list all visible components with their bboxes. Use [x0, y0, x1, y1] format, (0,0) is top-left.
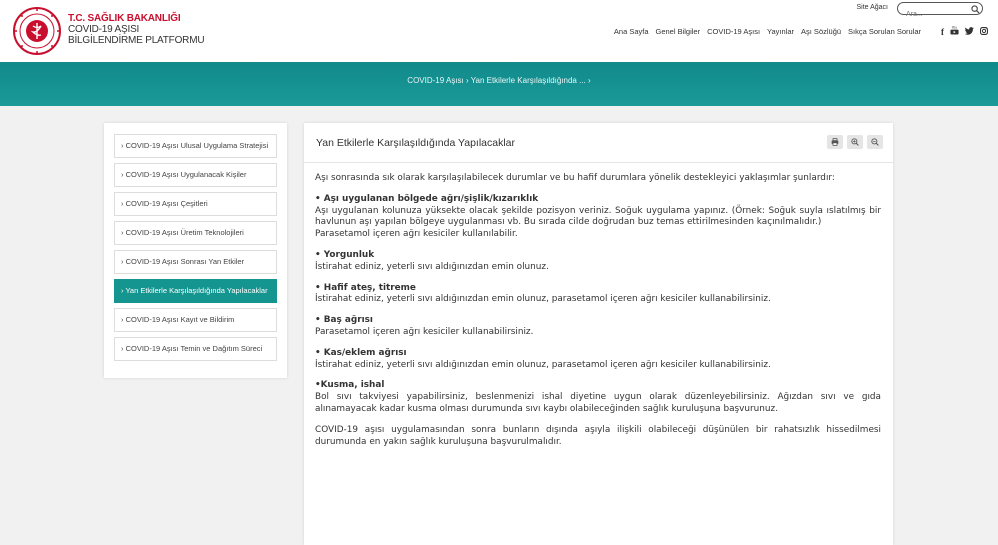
sidebar-item-what-to-do[interactable]: › Yan Etkilerle Karşılaşıldığında Yapılacaklar — [114, 279, 277, 303]
section-heading: • Yorgunluk — [315, 249, 375, 260]
breadcrumb-current[interactable]: Yan Etkilerle Karşılaşıldığında ... — [470, 76, 586, 85]
brand-ministry: T.C. SAĞLIK BAKANLIĞI — [68, 13, 181, 24]
sidebar-item-side-effects[interactable]: › COVID-19 Aşısı Sonrası Yan Etkiler — [114, 250, 277, 274]
intro-paragraph — [315, 173, 881, 185]
search-box — [897, 2, 983, 15]
section-fatigue — [315, 250, 881, 274]
nav-publications[interactable]: Yayınlar — [767, 27, 795, 36]
page-banner — [0, 62, 998, 106]
youtube-icon[interactable] — [950, 26, 959, 37]
nav-home[interactable]: Ana Sayfa — [613, 27, 649, 36]
main-content — [304, 123, 893, 545]
zoom-in-icon — [851, 138, 859, 146]
sidebar-menu — [104, 123, 287, 378]
section-text: Aşı uygulanan kolunuza yüksekte olacak şekilde pozisyon veriniz. Soğuk uygulama yapınız. (Örnek: Soğuk suyla ıslatılmış bir havlunun aşı yapılan bölgeye uygulanması vb. Bu sırada cilde doğrudan buz temas ettirilmesinden kaçınılmalıdır.) — [315, 205, 881, 228]
nav-glossary[interactable]: Aşı Sözlüğü — [801, 27, 842, 36]
closing-text: COVID-19 aşısı uygulamasından sonra bunların dışında aşıyla ilişkili olabileceği düşünülen bir rahatsızlık hissedilmesi durumunda en yakın sağlık kuruluşuna başvurulmalıdır. — [315, 424, 881, 447]
zoom-out-button[interactable] — [867, 135, 883, 149]
nav-faq[interactable]: Sıkça Sorulan Sorular — [848, 27, 921, 36]
sidebar-item-national-strategy[interactable]: › COVID-19 Aşısı Ulusal Uygulama Stratejisi — [114, 134, 277, 158]
twitter-icon[interactable] — [965, 27, 974, 37]
print-icon — [831, 138, 839, 146]
main-nav — [607, 26, 988, 37]
section-heading: • Hafif ateş, titreme — [315, 282, 416, 293]
breadcrumb-separator: › — [588, 76, 591, 85]
content-tools — [823, 135, 883, 149]
sidebar-item-distribution[interactable]: › COVID-19 Aşısı Temin ve Dağıtım Süreci — [114, 337, 277, 361]
section-text: Parasetamol içeren ağrı kesiciler kullanılabilir. — [315, 229, 518, 240]
breadcrumb-covid-vaccine[interactable]: COVID-19 Aşısı — [407, 76, 464, 85]
article-body — [315, 173, 881, 457]
section-local-reaction — [315, 194, 881, 241]
sidebar-item-production-tech[interactable]: › COVID-19 Aşısı Üretim Teknolojileri — [114, 221, 277, 245]
section-headache — [315, 315, 881, 339]
section-text: İstirahat ediniz, yeterli sıvı aldığınızdan emin olunuz, parasetamol içeren ağrı kesiciler kullanabilirsiniz. — [315, 294, 771, 305]
section-text: Bol sıvı takviyesi yapabilirsiniz, beslenmenizi ishal diyetine uygun olarak düzenleyebilirsiniz. Ağızdan sıvı ve gıda alınamayacak kadar kusma olması durumunda sıvı kaybı olabileceğinden sağlık kuruluşuna başvurunuz. — [315, 392, 881, 414]
print-button[interactable] — [827, 135, 843, 149]
site-map-link[interactable]: Site Ağacı — [856, 4, 888, 11]
section-heading: • Aşı uygulanan bölgede ağrı/şişlik/kızarıklık — [315, 193, 539, 204]
search-input[interactable] — [906, 9, 976, 20]
ministry-logo[interactable] — [12, 6, 62, 56]
facebook-icon[interactable]: f — [941, 26, 944, 37]
section-heading: • Kas/eklem ağrısı — [315, 347, 407, 358]
social-links — [935, 26, 988, 37]
top-utility-bar — [598, 0, 998, 18]
content-header — [304, 123, 893, 163]
intro-text: Aşı sonrasında sık olarak karşılaşılabilecek durumlar ve bu hafif durumlara yönelik destekleyici yaklaşımlar şunlardır: — [315, 173, 835, 183]
breadcrumb — [0, 76, 998, 85]
zoom-in-button[interactable] — [847, 135, 863, 149]
section-text: Parasetamol içeren ağrı kesiciler kullanabilirsiniz. — [315, 326, 534, 337]
closing-paragraph — [315, 425, 881, 449]
brand-title: COVID-19 AŞISI — [68, 24, 140, 35]
svg-text:You: You — [951, 26, 958, 30]
section-vomiting — [315, 380, 881, 415]
breadcrumb-separator: › — [466, 76, 471, 85]
sidebar-item-registration[interactable]: › COVID-19 Aşısı Kayıt ve Bildirim — [114, 308, 277, 332]
site-header — [0, 0, 998, 62]
section-fever — [315, 283, 881, 307]
section-heading: • Baş ağrısı — [315, 315, 373, 326]
brand-subtitle: BİLGİLENDİRME PLATFORMU — [68, 35, 205, 46]
brand-text[interactable] — [68, 13, 204, 46]
section-text: İstirahat ediniz, yeterli sıvı aldığınızdan emin olunuz. — [315, 261, 549, 272]
nav-general-info[interactable]: Genel Bilgiler — [655, 27, 701, 36]
section-heading: •Kusma, ishal — [315, 380, 385, 391]
zoom-out-icon — [871, 138, 879, 146]
search-icon[interactable] — [971, 5, 980, 14]
sidebar-item-target-people[interactable]: › COVID-19 Aşısı Uygulanacak Kişiler — [114, 163, 277, 187]
sidebar-item-vaccine-types[interactable]: › COVID-19 Aşısı Çeşitleri — [114, 192, 277, 216]
nav-covid-vaccine[interactable]: COVID-19 Aşısı — [707, 27, 761, 36]
section-text: İstirahat ediniz, yeterli sıvı aldığınızdan emin olunuz, parasetamol içeren ağrı kesiciler kullanabilirsiniz. — [315, 359, 771, 370]
section-muscle-pain — [315, 348, 881, 372]
page-title: Yan Etkilerle Karşılaşıldığında Yapılacaklar — [316, 137, 516, 149]
instagram-icon[interactable] — [980, 27, 988, 37]
